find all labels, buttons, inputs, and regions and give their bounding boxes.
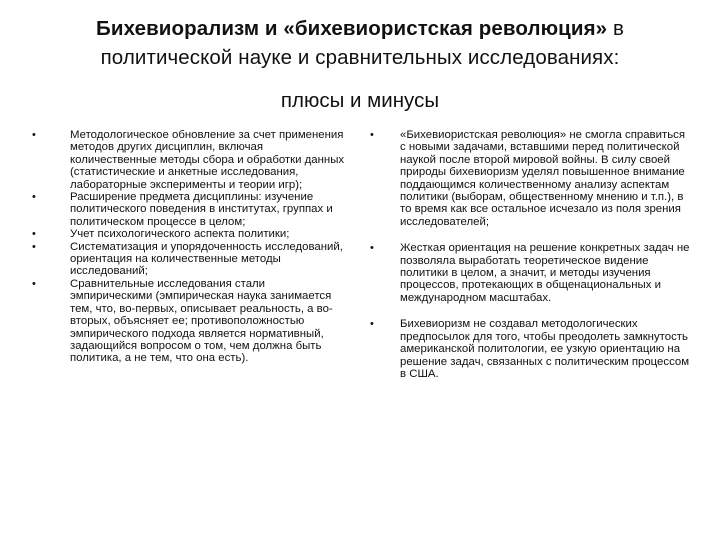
pros-column [32, 129, 350, 365]
cons-list [370, 129, 692, 380]
cons-column [370, 129, 692, 380]
slide-title-bold: Бихевиорализм и «бихевиористская революция» [96, 17, 608, 40]
slide-title-line2: политической науке и сравнительных исследованиях: [100, 46, 620, 69]
list-item: • Методологическое обновление за счет применения методов других дисциплин, включая количественные методы сбора и обработки данных (статистические и анкетные исследования, лабораторные эксперименты и теории игр); [32, 129, 350, 191]
pros-list [32, 129, 350, 365]
slide-title [30, 14, 690, 72]
list-item: • Систематизация и упорядоченность исследований, ориентация на количественные методы исследований; [32, 241, 350, 278]
list-item: • Расширение предмета дисциплины: изучение политического поведения в институтах, группах и политическом процессе в целом; [32, 191, 350, 228]
list-item: • Бихевиоризм не создавал методологических предпосылок для того, чтобы преодолеть замкнутость американской политологии, ее узкую ориентацию на решение задач, связанных с политическим процессом в США. [370, 318, 692, 380]
list-item: • Учет психологического аспекта политики; [32, 228, 350, 240]
slide-title-rest: в [607, 17, 624, 40]
slide-subtitle: плюсы и минусы [280, 89, 440, 112]
list-item: • Жесткая ориентация на решение конкретных задач не позволяла выработать теоретическое видение политики в целом, а значит, и методы изучения процессов, протекающих в общенациональных и международном масштабах. [370, 242, 692, 304]
list-item: • «Бихевиористская революция» не смогла справиться с новыми задачами, вставшими перед политической наукой после второй мировой войны. В силу своей природы бихевиоризм уделял повышенное внимание поддающимся количественному анализу аспектам политики (выборам, общественному мнению и т.п.), в то время как все остальное исчезало из поля зрения исследователей; [370, 129, 692, 228]
list-item: • Сравнительные исследования стали эмпирическими (эмпирическая наука занимается тем, что, во-первых, описывает реальность, а во-вторых, объясняет ее; противоположностью эмпирического подхода является нормативный, задающийся вопросом о том, чем должна быть политика, а не тем, что она есть). [32, 278, 350, 365]
